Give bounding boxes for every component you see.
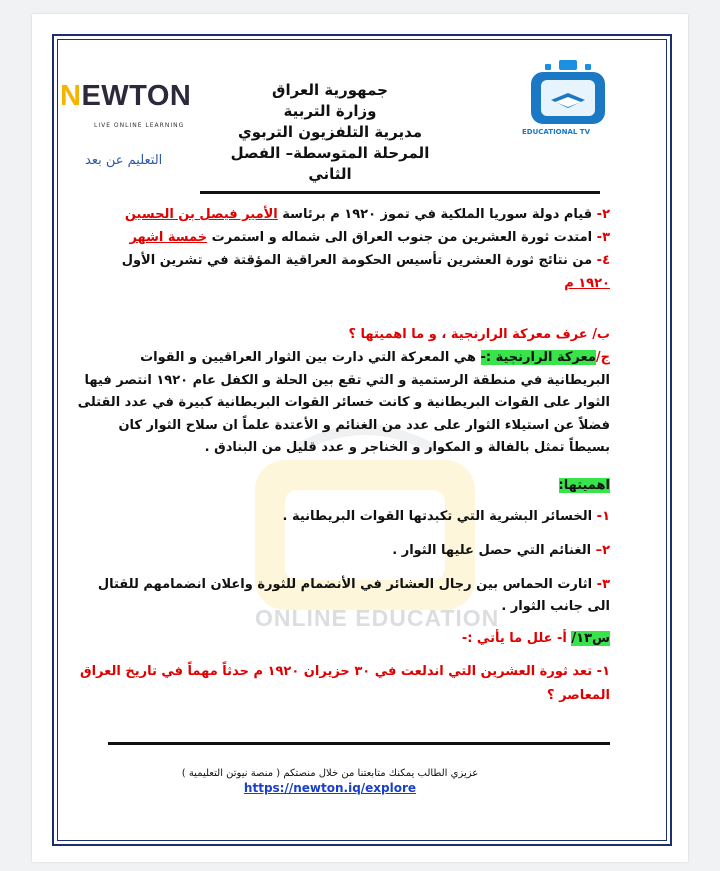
header-directorate: مديرية التلفزيون التربوي bbox=[237, 123, 423, 141]
list-item: ٣- اثارت الحماس بين رجال العشائر في الأنضمام للثورة واعلان انضمامهم للقتال الى جانب الثوار . bbox=[97, 576, 610, 614]
header-stage: المرحلة المتوسطة– الفصل الثاني bbox=[230, 144, 430, 183]
newton-tagline: LIVE ONLINE LEARNING bbox=[94, 122, 185, 129]
list-item: ١٩٢٠ م bbox=[564, 276, 610, 291]
list-item: ٣- امتدت ثورة العشرين من جنوب العراق الى شماله و استمرت خمسة اشهر bbox=[129, 230, 610, 245]
answer-prefix: ج/ bbox=[595, 350, 610, 365]
results-list bbox=[75, 203, 610, 295]
educational-tv-logo bbox=[527, 58, 609, 128]
document-header bbox=[210, 80, 450, 185]
header-country: جمهورية العراق bbox=[272, 81, 388, 99]
question-13-item: ١- تعد ثورة العشرين التي اندلعت في ٣٠ حزيران ١٩٢٠ م حدثاً مهماً في تاريخ العراق المعاصر ؟ bbox=[79, 663, 610, 703]
list-item: ٢- قيام دولة سوريا الملكية في تموز ١٩٢٠ م برئاسة الأمير فيصل بن الحسين bbox=[124, 207, 610, 222]
list-item: ٢– الغنائم التي حصل عليها الثوار . bbox=[392, 542, 610, 558]
header-divider bbox=[200, 191, 600, 194]
header-ministry: وزارة التربية bbox=[283, 102, 377, 120]
answer-body: هي المعركة التي دارت بين الثوار العراقيين و القوات البريطانية في منطقة الرستمية و التي تقع بين الحلة و الكفل عام ١٩٢٠ انتصر فيها الثوار على القوات البريطانية و كانت خسائر القوات البريطانية كبيرة في عدد القتلى فضلاً عن استيلاء الثوار على عدد من الغنائم و الأعتدة علماً ان سلاح الثوار كان بسيطاً تمثل بالفالة و المكوار و الخناجر و عدد قليل من البنادق . bbox=[77, 350, 610, 455]
footer-link[interactable]: https://newton.iq/explore bbox=[243, 781, 417, 795]
footer-divider bbox=[108, 742, 610, 745]
importance-list bbox=[75, 506, 610, 618]
answer-term: معركة الرارنجية :- bbox=[480, 350, 596, 365]
list-item: ٤- من نتائج ثورة العشرين تأسيس الحكومة العراقية المؤقتة في تشرين الأول bbox=[121, 253, 610, 268]
list-item: ١- الخسائر البشرية التي تكبدتها القوات البريطانية . bbox=[282, 508, 610, 524]
footer bbox=[180, 768, 480, 795]
watermark-text: ONLINE EDUCATION bbox=[255, 605, 500, 631]
question-13-label: س١٣/ bbox=[571, 630, 610, 646]
importance-heading: اهميتها: bbox=[558, 477, 610, 493]
answer-paragraph bbox=[75, 347, 610, 460]
newton-wordmark-rest: EWTON bbox=[81, 80, 192, 112]
footer-message: عزيزي الطالب يمكنك متابعتنا من خلال منصتكم ( منصة نيوتن التعليمية ) bbox=[181, 768, 479, 779]
newton-logo: NEWTON bbox=[60, 80, 192, 112]
question-13 bbox=[75, 628, 610, 650]
lesson-content bbox=[75, 203, 610, 708]
educational-tv-caption: EDUCATIONAL TV bbox=[522, 128, 590, 136]
distance-learning-label: التعليم عن بعد bbox=[85, 153, 163, 168]
question-13-text: أ- علل ما يأتي :- bbox=[461, 630, 567, 646]
question-b: ب/ عرف معركة الرارنجية ، و ما اهميتها ؟ bbox=[348, 327, 610, 342]
